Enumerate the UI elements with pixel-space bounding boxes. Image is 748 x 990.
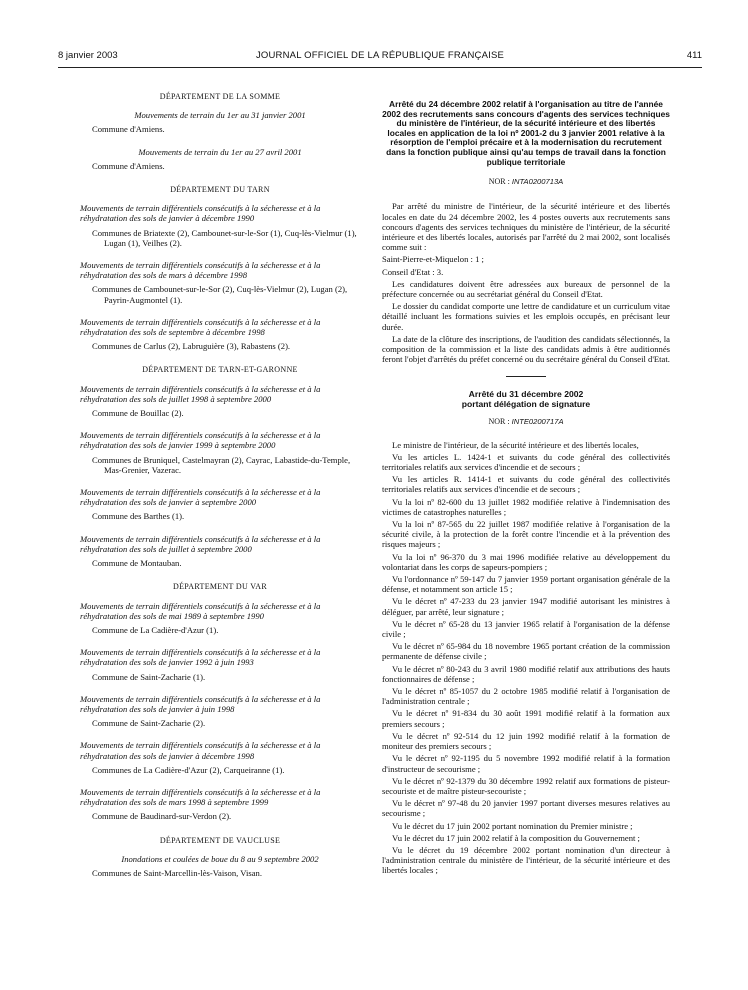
dept-heading: DÉPARTEMENT DE TARN-ET-GARONNE xyxy=(142,365,298,375)
paragraph: Le dossier du candidat comporte une lettre de candidature et un curriculum vitae détaillé incluant les formations suivies et les emplois occupés, en précisant leur durée. xyxy=(382,301,670,332)
movement-title: Mouvements de terrain du 1er au 31 janvier 2001 xyxy=(134,110,306,121)
visa: Vu le décret nº 65-28 du 13 janvier 1965 relatif à l'organisation de la défense civile ; xyxy=(382,618,670,640)
visa: Vu le décret du 17 juin 2002 relatif à la composition du Gouvernement ; xyxy=(392,832,640,843)
movement-title: Mouvements de terrain différentiels consécutifs à la sécheresse et à la réhydratation des sols de janvier 1999 à septembre 2000 xyxy=(80,430,321,451)
visa: Vu l'ordonnance nº 59-147 du 7 janvier 1959 portant organisation générale de la défense, et notamment son article 15 ; xyxy=(382,574,670,595)
movement-title: Mouvements de terrain différentiels consécutifs à la sécheresse et à la réhydratation des sols de janvier à décembre 1990 xyxy=(80,203,321,224)
paragraph: Par arrêté du ministre de l'intérieur, de la sécurité intérieure et des libertés locales en date du 24 décembre 2002, les 4 postes ouverts aux recrutements sans concours d'agents des services techniques du ministère de l'intérieur, de la sécurité intérieure et des libertés locales, autorisés par l'arrêté du 2 mai 2002, sont localisés comme suit : xyxy=(382,201,670,253)
visa: Vu le décret nº 80-243 du 3 avril 1980 modifié relatif aux attributions des hauts fonctionnaires de défense ; xyxy=(382,663,670,684)
visa: Vu la loi nº 82-600 du 13 juillet 1982 modifiée relative à l'indemnisation des victimes de catastrophes naturelles ; xyxy=(382,496,670,517)
movement-title: Mouvements de terrain différentiels consécutifs à la sécheresse et à la réhydratation des sols de mars à décembre 1998 xyxy=(80,260,321,281)
visa: Vu la loi nº 96-370 du 3 mai 1996 modifiée relative au développement du volontariat dans les corps de sapeurs-pompiers ; xyxy=(382,551,670,572)
visa: Vu le décret nº 92-514 du 12 juin 1992 modifié relatif à la formation de moniteur des premiers secours ; xyxy=(382,730,670,752)
movement-title: Mouvements de terrain différentiels consécutifs à la sécheresse et à la réhydratation des sols de juillet 1998 à septembre 2000 xyxy=(80,383,321,404)
visa: Vu le décret nº 85-1057 du 2 octobre 1985 modifié relatif à l'organisation de l'administration centrale ; xyxy=(382,686,670,707)
movement-title: Mouvements de terrain différentiels consécutifs à la sécheresse et à la réhydratation des sols de mai 1989 à septembre 1990 xyxy=(80,600,321,621)
visa: Vu le décret nº 91-834 du 30 août 1991 modifié relatif à la formation aux premiers secours ; xyxy=(382,708,670,729)
commune-list: Communes de Saint-Marcellin-lès-Vaison, Visan. xyxy=(92,867,262,878)
visa: Vu le décret nº 92-1379 du 30 décembre 1992 relatif aux formations de pisteur-secouriste et de maître pisteur-secouriste ; xyxy=(382,775,670,796)
commune-list: Communes de La Cadière-d'Azur (2), Carqueiranne (1). xyxy=(92,764,285,775)
visa: Vu le décret du 19 décembre 2002 portant nomination d'un directeur à l'administration centrale du ministère de l'intérieur, de la sécurité intérieure et des libertés locales ; xyxy=(382,844,670,876)
dept-heading: DÉPARTEMENT DE VAUCLUSE xyxy=(159,835,281,845)
left-column xyxy=(80,92,360,878)
movement-title: Mouvements de terrain différentiels consécutifs à la sécheresse et à la réhydratation des sols de janvier 1992 à juin 1993 xyxy=(80,647,321,668)
commune-list: Commune d'Amiens. xyxy=(92,160,165,171)
nor-code: INTE0200717A xyxy=(511,417,564,427)
dept-heading: DÉPARTEMENT DU VAR xyxy=(173,582,267,592)
paragraph: La date de la clôture des inscriptions, de l'audition des candidats sélectionnés, la composition de la commission et la liste des candidats admis à être auditionnés feront l'objet d'arrêtés du préfet concerné ou du secrétaire général du Conseil d'Etat. xyxy=(382,333,670,365)
commune-list: Communes de Briatexte (2), Cambounet-sur-le-Sor (1), Cuq-lès-Vielmur (1), Lugan (1), Veilhes (2). xyxy=(92,227,357,248)
movement-title: Mouvements de terrain différentiels consécutifs à la sécheresse et à la réhydratation des sols de juillet à septembre 2000 xyxy=(80,533,321,554)
nor-code: INTA0200713A xyxy=(511,177,564,187)
visa: Vu le décret nº 65-984 du 18 novembre 1965 portant création de la commission permanente de défense civile ; xyxy=(382,641,670,662)
visa: Vu le décret nº 97-48 du 20 janvier 1997 portant diverses mesures relatives au secourisme ; xyxy=(382,798,670,819)
commune-list: Commune de Saint-Zacharie (1). xyxy=(92,671,206,682)
page-number: 411 xyxy=(686,50,702,61)
dept-heading: DÉPARTEMENT DU TARN xyxy=(170,185,270,195)
commune-list: Commune de La Cadière-d'Azur (1). xyxy=(92,624,219,635)
page-header xyxy=(58,50,702,64)
right-column xyxy=(382,100,670,878)
visa: Vu le décret du 17 juin 2002 portant nomination du Premier ministre ; xyxy=(392,820,633,831)
arrete-subtitle: portant délégation de signature xyxy=(461,399,591,410)
commune-list: Commune de Montauban. xyxy=(92,558,182,569)
movement-title: Mouvements de terrain différentiels consécutifs à la sécheresse et à la réhydratation des sols de janvier à septembre 2000 xyxy=(80,487,321,508)
journal-title: JOURNAL OFFICIEL DE LA RÉPUBLIQUE FRANÇAISE xyxy=(255,50,505,61)
header-rule xyxy=(58,67,702,68)
commune-list: Commune de Baudinard-sur-Verdon (2). xyxy=(92,811,232,822)
visa: Vu la loi nº 87-565 du 22 juillet 1987 modifiée relative à l'organisation de la sécurité civile, à la protection de la forêt contre l'incendie et à la prévention des risques majeurs ; xyxy=(382,519,670,550)
movement-title: Mouvements de terrain du 1er au 27 avril 2001 xyxy=(138,146,302,157)
nor-reference xyxy=(382,417,670,427)
nor-reference xyxy=(382,177,670,187)
visa: Vu le décret nº 92-1195 du 5 novembre 1992 modifié relatif à la formation d'instructeur de secourisme ; xyxy=(382,753,670,774)
commune-list: Communes de Bruniquel, Castelmayran (2), Cayrac, Labastide-du-Temple, Mas-Grenier, Vazerac. xyxy=(92,454,351,475)
paragraph: Conseil d'Etat : 3. xyxy=(382,266,444,277)
paragraph: Le ministre de l'intérieur, de la sécurité intérieure et des libertés locales, xyxy=(392,439,639,450)
visa-list xyxy=(382,452,670,876)
arrete-title: Arrêté du 24 décembre 2002 relatif à l'organisation au titre de l'année 2002 des recrutements sans concours d'agents des services techniques du ministère de l'intérieur, de la sécurité intérieure et des libertés locales en application de la loi nº 2001-2 du 3 janvier 2001 relative à la résorption de l'emploi précaire et à la modernisation du recrutement dans la fonction publique ainsi qu'au temps de travail dans la fonction publique territoriale xyxy=(382,99,670,167)
commune-list: Commune de Bouillac (2). xyxy=(92,408,184,419)
paragraph: Les candidatures doivent être adressées aux bureaux de personnel de la préfecture concernée ou au secrétariat général du Conseil d'Etat. xyxy=(382,278,670,299)
commune-list: Commune des Barthes (1). xyxy=(92,511,185,522)
visa: Vu le décret nº 47-233 du 23 janvier 1947 modifié autorisant les ministres à déléguer, par arrêté, leur signature ; xyxy=(382,596,670,617)
issue-date: 8 janvier 2003 xyxy=(58,50,118,61)
dept-heading: DÉPARTEMENT DE LA SOMME xyxy=(159,92,281,101)
commune-list: Commune d'Amiens. xyxy=(92,124,165,135)
nor-label: NOR : xyxy=(488,177,510,187)
commune-list: Communes de Cambounet-sur-le-Sor (2), Cuq-lès-Vielmur (2), Lugan (2), Payrin-Augmontel (1). xyxy=(92,284,348,305)
movement-title: Mouvements de terrain différentiels consécutifs à la sécheresse et à la réhydratation des sols de janvier à décembre 1998 xyxy=(80,740,321,761)
arrete-title: Arrêté du 31 décembre 2002 xyxy=(468,389,584,400)
section-separator xyxy=(506,376,546,377)
commune-list: Commune de Saint-Zacharie (2). xyxy=(92,718,206,729)
movement-title: Inondations et coulées de boue du 8 au 9 septembre 2002 xyxy=(121,853,319,864)
visa: Vu les articles R. 1414-1 et suivants du code général des collectivités territoriales relatifs aux services d'incendie et de secours ; xyxy=(382,474,670,495)
movement-title: Mouvements de terrain différentiels consécutifs à la sécheresse et à la réhydratation des sols de janvier à juin 1998 xyxy=(80,693,321,714)
paragraph: Saint-Pierre-et-Miquelon : 1 ; xyxy=(382,254,484,265)
movement-title: Mouvements de terrain différentiels consécutifs à la sécheresse et à la réhydratation des sols de mars 1998 à septembre 1999 xyxy=(80,786,321,808)
visa: Vu les articles L. 1424-1 et suivants du code général des collectivités territoriales relatifs aux services d'incendie et de secours ; xyxy=(382,451,670,473)
movement-title: Mouvements de terrain différentiels consécutifs à la sécheresse et à la réhydratation des sols de septembre à décembre 1998 xyxy=(80,316,321,338)
nor-label: NOR : xyxy=(488,417,510,427)
commune-list: Communes de Carlus (2), Labruguière (3), Rabastens (2). xyxy=(92,341,291,352)
